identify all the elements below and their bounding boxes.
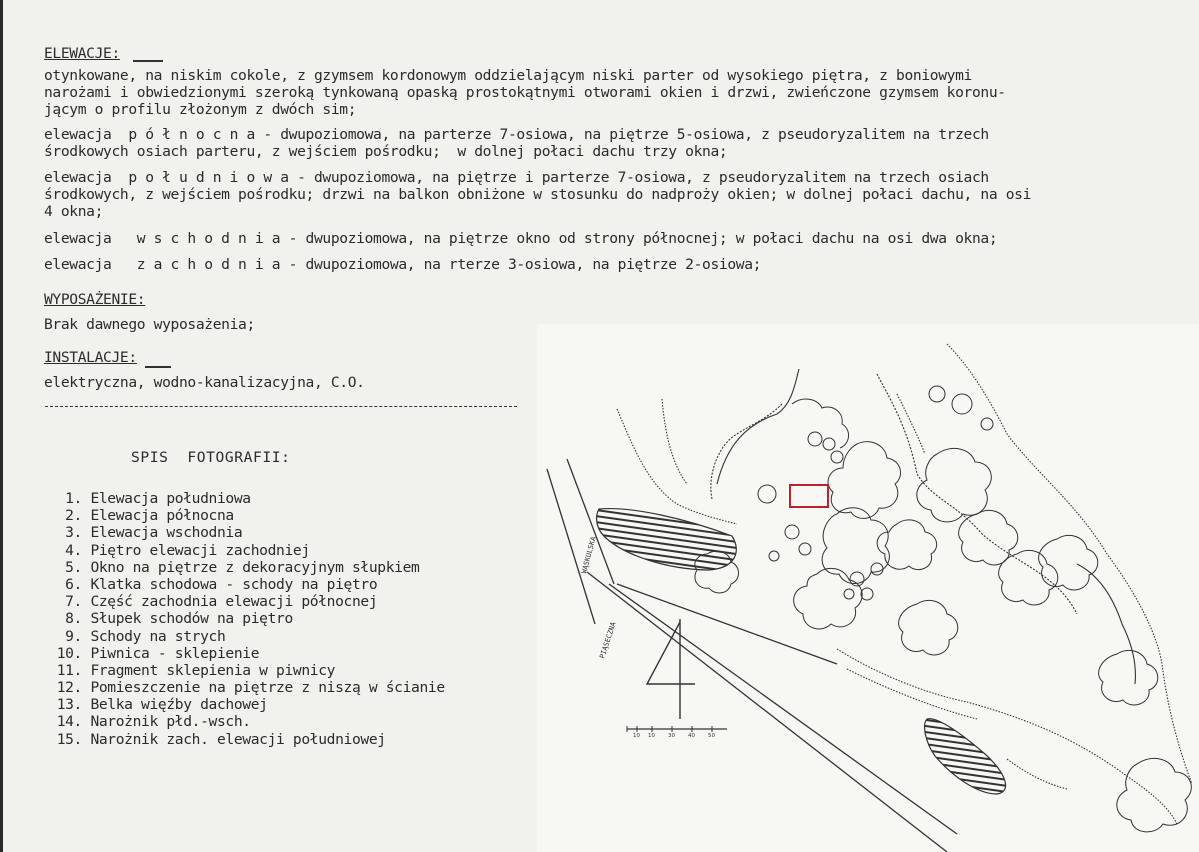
list-item-text: Elewacja południowa [90, 490, 251, 507]
elewacja-wschodnia: elewacja w s c h o d n i a - dwupoziomowa, na piętrze okno od strony północnej; w połaci dachu na osi dwa okna; [44, 230, 998, 247]
list-item-number: 2. [65, 507, 82, 525]
list-item-text: Pomieszczenie na piętrze z niszą w ścianie [90, 679, 445, 697]
scale-label: 10 [648, 733, 655, 739]
list-item [44, 696, 445, 713]
list-item-number: 1. [65, 490, 82, 507]
list-item [44, 645, 445, 662]
list-item [44, 610, 445, 627]
list-item [44, 662, 445, 679]
elewacje-general-line-3: jącym o profilu złożonym z dwóch sim; [44, 101, 357, 118]
list-item-number: 14. [56, 713, 82, 731]
list-item-text: Narożnik płd.-wsch. [90, 713, 251, 731]
list-item-text: Piwnica - sklepienie [90, 644, 260, 662]
list-item-text: Część zachodnia elewacji północnej [90, 593, 378, 611]
elewacja-polnocna-line-2: środkowych osiach parteru, z wejściem pośrodku; w dolnej połaci dachu trzy okna; [44, 143, 728, 160]
scan-edge [0, 0, 3, 852]
list-item-text: Elewacja wschodnia [90, 524, 243, 542]
section-heading-elewacje: ELEWACJE: [44, 45, 120, 62]
list-item [44, 628, 445, 645]
pond-west [597, 509, 737, 570]
section-heading-instalacje: INSTALACJE: [44, 349, 137, 366]
list-item-text: Słupek schodów na piętro [90, 610, 293, 628]
list-item-text: Narożnik zach. elewacji południowej [90, 730, 386, 748]
scale-label: 10 [633, 733, 640, 739]
list-item [44, 679, 445, 696]
heading-underline [133, 60, 163, 62]
list-item-number: 11. [56, 661, 82, 679]
road-edge [617, 584, 837, 664]
instalacje-text: elektryczna, wodno-kanalizacyjna, C.O. [44, 374, 365, 391]
list-item [44, 713, 445, 730]
list-item-text: Okno na piętrze z dekoracyjnym słupkiem [90, 558, 420, 576]
spis-fotografii-title: SPIS FOTOGRAFII: [131, 449, 291, 466]
list-item [44, 576, 445, 593]
list-item [44, 559, 445, 576]
list-item-text: Klatka schodowa - schody na piętro [90, 575, 378, 593]
road-edge [587, 572, 947, 852]
street-label-wasulska: WĄSKULSKA [580, 535, 598, 575]
building-marker [790, 485, 828, 507]
north-arrow-icon [647, 619, 695, 719]
heading-underline [145, 366, 171, 368]
list-item-text: Piętro elewacji zachodniej [90, 541, 310, 559]
park-outline [617, 344, 1192, 824]
elewacja-zachodnia: elewacja z a c h o d n i a - dwupoziomowa, na rterze 3-osiowa, na piętrze 2-osiowa; [44, 256, 762, 273]
elewacja-poludniowa-line-3: 4 okna; [44, 203, 104, 220]
list-item-text: Fragment sklepienia w piwnicy [90, 661, 336, 679]
road-edge [609, 584, 957, 834]
elewacja-poludniowa-line-1: elewacja p o ł u d n i o w a - dwupoziomowa, na piętrze i parterze 7-osiowa, z pseudoryzalitem na trzech osiach [44, 169, 989, 186]
list-item-text: Schody na strych [90, 627, 226, 645]
list-item [44, 524, 445, 541]
elewacje-general-line-1: otynkowane, na niskim cokole, z gzymsem kordonowym oddzielającym niski parter od wysokiego piętra, z boniowymi [44, 67, 972, 84]
photo-list [44, 490, 445, 748]
list-item-number: 5. [65, 558, 82, 576]
list-item-number: 13. [56, 696, 82, 714]
scale-label: 50 [708, 733, 715, 739]
wyposazenie-text: Brak dawnego wyposażenia; [44, 316, 255, 333]
section-heading-wyposazenie: WYPOSAŻENIE: [44, 291, 146, 308]
site-map-drawing [537, 324, 1199, 852]
list-item [44, 593, 445, 610]
street-label-piaseczna: PIĄSECZNA [598, 621, 618, 660]
list-item [44, 507, 445, 524]
elewacja-poludniowa-line-2: środkowych, z wejściem pośrodku; drzwi na balkon obniżone w stosunku do nadproży okien; w dolnej połaci dachu, na osi [44, 186, 1032, 203]
list-item-number: 15. [56, 730, 82, 748]
list-item [44, 490, 445, 507]
list-item-text: Elewacja północna [90, 507, 234, 525]
list-item-number: 10. [56, 644, 82, 662]
list-item-number: 3. [65, 524, 82, 542]
list-item-number: 9. [65, 627, 82, 645]
list-item-number: 12. [56, 679, 82, 697]
list-item [44, 542, 445, 559]
scale-label: 30 [668, 733, 675, 739]
list-item-text: Belka więźby dachowej [90, 696, 268, 714]
elewacja-polnocna-line-1: elewacja p ó ł n o c n a - dwupoziomowa, na parterze 7-osiowa, na piętrze 5-osiowa, z pseudoryzalitem na trzech [44, 126, 989, 143]
pond-east [925, 719, 1006, 794]
list-item-number: 4. [65, 541, 82, 559]
list-item-number: 8. [65, 610, 82, 628]
list-item [44, 731, 445, 748]
scale-label: 40 [688, 733, 695, 739]
elewacje-general-line-2: narożami i obwiedzionymi szeroką tynkowaną opaską prostokątnymi otworami okien i drzwi, zwieńczone gzymsem koronu- [44, 84, 1006, 101]
dashed-divider [45, 406, 517, 407]
list-item-number: 6. [65, 575, 82, 593]
site-map [537, 324, 1199, 852]
scale-bar [627, 726, 727, 739]
list-item-number: 7. [65, 593, 82, 611]
